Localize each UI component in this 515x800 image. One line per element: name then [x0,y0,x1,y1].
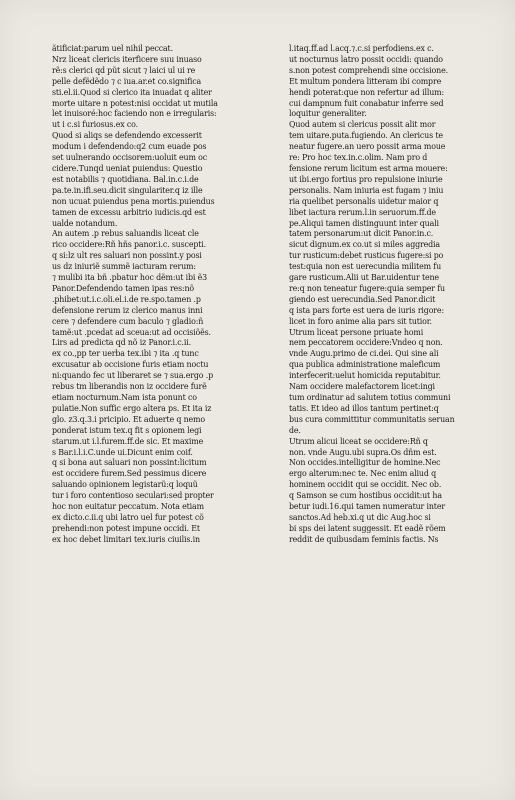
text-line: s.non potest comprehendi sine occisione. [289,65,448,75]
text-line: pa.te.in.ifi.seu.dicit singulariter.q iz ille [52,185,203,195]
text-line: cere ⁊ defendere cum baculo ⁊ gladio:ñ [52,316,204,326]
text-line: non ucuat puiendus pena mortis.puiendus [52,196,215,206]
text-line: gare rusticum.Alii ut Bar.uidentur tene [289,273,439,283]
text-line: personalis. Nam iniuria est fugam ⁊ iniu [289,185,444,195]
text-line: tur i foro contentioso seculari:sed propter [52,491,214,501]
text-line: hominem occidit qui se occidit. Nec ob. [289,480,442,490]
text-line: fensione rerum licitum est arma mouere: [289,163,448,173]
text-line: etiam nocturnum.Nam ista ponunt co [52,393,197,402]
text-line: betur iudi.16.qui tamen numeratur inter [289,502,445,512]
text-line: rico occidere:Rñ hñs panor.i.c. suscepti. [52,240,207,250]
text-line: ex co.,pp ter uerba tex.ibi ⁊ ita .q tunc [52,349,199,359]
text-line: cui dampnum fuit conabatur inferre sed [289,98,444,108]
text-line: set uulnerando occisorem:uoluit eum oc [52,153,208,163]
text-line: rẽ:s clerici qd pũt sicut ⁊ laici ul ui re [52,65,196,75]
text-line: q ista pars forte est uera de iuris rigore: [289,305,444,315]
text-line: defensione rerum iz clerico manus inni [52,305,203,315]
text-line: pe.Aliqui tamen distinguunt inter quali [289,218,439,228]
text-line: vnde Augu.primo de ci.dei. Qui sine ali [289,349,439,359]
text-line: hendi poterat:que non refertur ad illum: [289,87,444,97]
text-line: An autem .p rebus saluandis liceat cle [52,229,199,239]
text-line: Quod si aliqs se defendendo excesserit [52,131,202,141]
text-line: pulatie.Non suffic ergo altera ps. Et ita iz [52,403,212,413]
text-line: interfecerit:uelut homicida reputabitur. [289,371,441,381]
text-line: nem peccatorem occidere:Vndeo q non. [289,338,443,348]
text-line: q Samson se cum hostibus occidit:ut ha [289,491,442,501]
text-line: modum i defendendo:q2 cum euade pos [52,142,207,152]
text-line: bi sps dei latent suggessit. Et eadẽ rõem [289,523,446,533]
text-line: q si:lz ult res saluari non possint.y posi [52,251,202,261]
text-line: Lirs ad predicta qd nõ iz Panor.i.c.ii. [52,338,191,348]
text-line: ria quelibet personalis uidetur maior q [289,196,439,206]
text-line: tamẽ:ut .pcedat ad sceua:ut ad occisiõẽs. [52,327,211,337]
text-line: giendo est uerecundia.Sed Panor.dicit [289,294,436,304]
text-line: tum ordinatur ad salutem totius communi [289,393,451,402]
text-line: bus cura committitur communitatis seruan [289,414,455,424]
text-line: Et multum pondera litteram ibi compre [289,76,442,86]
text-line: Panor.Defendendo tamen ipas res:nõ [52,283,195,293]
text-line: est occidere furem.Sed pessimus dicere [52,469,207,479]
text-line: Quod autem si clericus possit alit mor [289,120,436,130]
text-line: loquitur generaliter. [289,109,367,119]
text-line: s Bar.i.l.i.C.unde ui.Dicunt enim coif. [52,447,193,457]
text-line: qua publica administratione maleficum [289,360,441,370]
text-line: Non occides.intelligitur de homine.Nec [289,458,441,468]
text-line: est notabilis ⁊ quotidiana. Bal.in.c.i.de [52,174,199,184]
text-line: licet in foro anime alia pars sit tutior. [289,316,432,326]
text-line: .phibet:ut.i.c.oli.el.i.de re.spo.tamen .p [52,294,201,304]
text-line: cidere.Tunqd ueniat puiendus: Questio [52,163,203,173]
text-line: prehendi:non potest impune occidi. Et [52,523,200,533]
text-line: ⁊ mulibi ita bñ .pbatur hoc dẽm:ut ibi ẽ3 [52,273,208,283]
text-line: re: Pro hoc tex.in.c.olim. Nam pro d [289,153,428,163]
text-line: ualde notandum. [52,218,118,228]
text-line: test:quia non est uerecundia militem fu [289,262,442,272]
text-line: re:q non teneatur fugere:quia semper fu [289,283,445,293]
right-column [289,44,497,546]
text-line: ãtificiat:parum uel nihil peccat. [52,44,173,53]
text-line: let inuisoré:hoc faciendo non e irregularis: [52,109,217,119]
text-line: Utrum liceat persone priuate homi [289,327,424,337]
text-line: l.itaq.ff.ad l.acq.⁊.c.si perfodiens.ex c. [289,44,434,53]
text-line: de. [289,425,301,435]
text-line: ergo alterum:nec te. Nec enim aliud q [289,469,437,479]
text-line: ni:quando fec ut liberaret se ⁊ sua.ergo .p [52,371,213,381]
text-line: reddit de quibusdam feminis factis. Ns [289,534,439,544]
text-line: ex dicto.c.ii.q ubi latro uel fur potest cõ [52,512,204,522]
text-line: libet iactura rerum.l.in seruorum.ff.de [289,207,436,217]
text-line: ex hoc debet limitari tex.iuris ciuilis.in [52,534,200,544]
text-line: starum.ut i.l.furem.ff.de sic. Et maxime [52,436,204,446]
text-line: morte uitare n potest:nisi occidat ut mutila [52,98,218,108]
text-line: rebus tm liberandis non iz occidere furẽ [52,382,207,392]
text-line: Nam occidere malefactorem licet:ingi [289,382,435,392]
text-line: tem uitare.puta.fugiendo. An clericus te [289,131,443,141]
text-line: us dz iniuriẽ summẽ iacturam rerum: [52,262,196,272]
text-line: glo. z3.q.3.i pricipio. Et aduerte q nemo [52,414,205,424]
text-line: ut ibi.ergo fortius pro repulsione iniurie [289,174,443,184]
text-line: saluando opinionem legistarũ:q loquũ [52,480,198,490]
text-line: tatis. Et ideo ad illos tantum pertinet:q [289,403,439,413]
text-line: ut i c.si furiosus.ex co. [52,120,138,130]
text-line: ut nocturnus latro possit occidi: quando [289,54,443,64]
text-line: tur rusticum:debet rusticus fugere:si po [289,251,444,261]
text-line: neatur fugere.an uero possit arma moue [289,142,446,152]
text-line: sicut dignum.ex co.ut si miles aggredia [289,240,440,250]
text-line: Utrum alicui liceat se occidere:Rñ q [289,436,428,446]
text-line: Nrz liceat clericis iterficere suu inuaso [52,54,202,64]
text-line: tatem personarum:ut dicit Panor.in.c. [289,229,434,239]
text-line: sanctos.Ad heb.xi.q ut dic Aug.hoc si [289,512,431,522]
text-line: sti.el.ii.Quod si clerico ita inuadat q aliter [52,87,212,97]
text-line: non. vnde Augu.ubi supra.Os dñm est. [289,447,437,457]
text-line: ponderat istum tex.q fit s opionem legi [52,425,202,435]
text-line: excusatur ab occisione furis etiam noctu [52,360,209,370]
text-line: tamen de excessu arbitrio iudicis.qd est [52,207,206,217]
text-line: q si bona aut saluari non possint:licitum [52,458,207,468]
text-line: pelle defẽdẽdo ⁊ c iua.ar.et co.significa [52,76,202,86]
left-column [52,44,260,546]
text-line: hoc non euitatur peccatum. Nota etiam [52,502,204,512]
